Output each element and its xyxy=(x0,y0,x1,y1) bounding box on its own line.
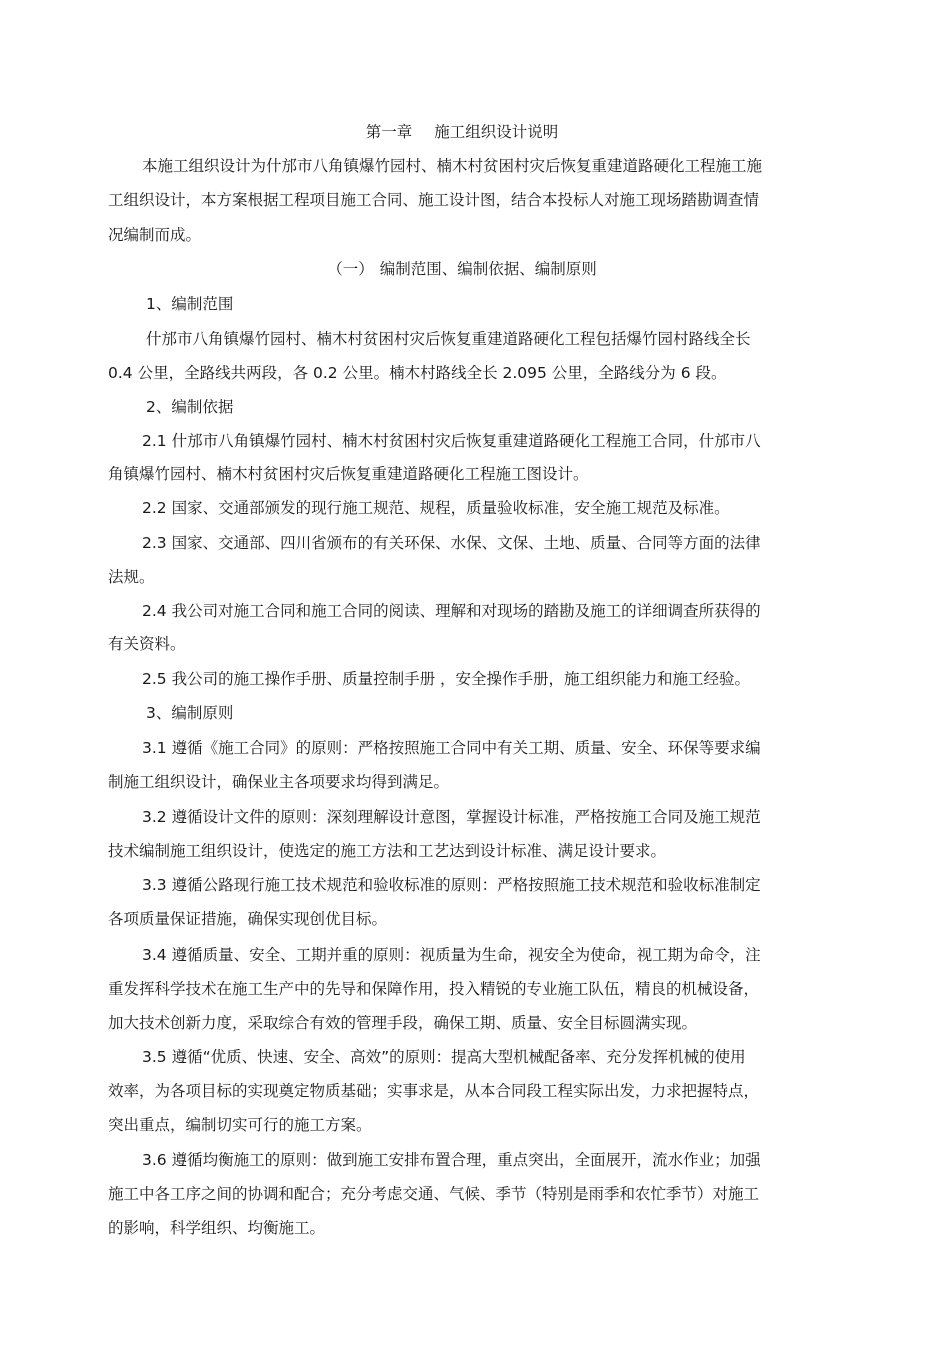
principle-item-line: 3.5 遵循“优质、快速、安全、高效”的原则：提高大型机械配备率、充分发挥机械的使用 xyxy=(142,1048,746,1066)
scope-line: 0.4 公里，全路线共两段，各 0.2 公里。楠木村路线全长 2.095 公里，全路线分为 6 段。 xyxy=(108,364,727,382)
principle-item-line: 施工中各工序之间的协调和配合；充分考虑交通、气候、季节（特别是雨季和农忙季节）对施工 xyxy=(108,1185,760,1203)
principle-item-line: 技术编制施工组织设计，使选定的施工方法和工艺达到设计标准、满足设计要求。 xyxy=(108,842,667,860)
principle-item-line: 3.3 遵循公路现行施工技术规范和验收标准的原则：严格按照施工技术规范和验收标准制定 xyxy=(142,876,761,894)
chapter-heading: 施工组织设计说明 xyxy=(434,123,559,141)
principle-item-line: 加大技术创新力度，采取综合有效的管理手段，确保工期、质量、安全目标圆满实现。 xyxy=(108,1014,698,1032)
intro-line: 工组织设计，本方案根据工程项目施工合同、施工设计图，结合本投标人对施工现场踏勘调查情 xyxy=(108,191,760,209)
basis-item-line: 法规。 xyxy=(108,568,155,586)
scope-heading: 1、编制范围 xyxy=(146,295,234,313)
basis-item-line: 角镇爆竹园村、楠木村贫困村灾后恢复重建道路硬化工程施工图设计。 xyxy=(108,465,589,483)
basis-item-line: 2.2 国家、交通部颁发的现行施工规范、规程，质量验收标准，安全施工规范及标准。 xyxy=(142,499,730,517)
principle-item-line: 制施工组织设计，确保业主各项要求均得到满足。 xyxy=(108,773,450,791)
basis-item-line: 2.1 什邡市八角镇爆竹园村、楠木村贫困村灾后恢复重建道路硬化工程施工合同，什邡市八 xyxy=(142,432,761,450)
principle-item-line: 效率，为各项目标的实现奠定物质基础；实事求是，从本合同段工程实际出发，力求把握特点， xyxy=(108,1082,760,1100)
section-heading: 编制范围、编制依据、编制原则 xyxy=(379,260,597,278)
basis-item-line: 2.5 我公司的施工操作手册、质量控制手册 ，安全操作手册，施工组织能力和施工经验。 xyxy=(142,670,751,688)
section-title xyxy=(108,258,816,280)
principle-item-line: 各项质量保证措施，确保实现创优目标。 xyxy=(108,910,388,928)
chapter-title xyxy=(108,121,816,143)
principle-item-line: 3.6 遵循均衡施工的原则：做到施工安排布置合理，重点突出，全面展开，流水作业；加强 xyxy=(142,1151,761,1169)
basis-item-line: 有关资料。 xyxy=(108,635,186,653)
principle-item-line: 的影响，科学组织、均衡施工。 xyxy=(108,1219,326,1237)
principle-item-line: 3.4 遵循质量、安全、工期并重的原则：视质量为生命，视安全为使命，视工期为命令，注 xyxy=(142,946,761,964)
intro-line: 况编制而成。 xyxy=(108,226,202,244)
basis-heading: 2、编制依据 xyxy=(146,398,234,416)
section-number: （一） xyxy=(327,260,374,278)
principle-item-line: 3.1 遵循《施工合同》的原则：严格按照施工合同中有关工期、质量、安全、环保等要求编 xyxy=(142,739,761,757)
intro-line: 本施工组织设计为什邡市八角镇爆竹园村、楠木村贫困村灾后恢复重建道路硬化工程施工施 xyxy=(142,157,763,175)
principle-item-line: 重发挥科学技术在施工生产中的先导和保障作用，投入精锐的专业施工队伍，精良的机械设备， xyxy=(108,980,760,998)
principle-item-line: 突出重点，编制切实可行的施工方案。 xyxy=(108,1116,372,1134)
principle-item-line: 3.2 遵循设计文件的原则：深刻理解设计意图，掌握设计标准，严格按施工合同及施工规范 xyxy=(142,808,761,826)
principles-heading: 3、编制原则 xyxy=(146,704,234,722)
scope-line: 什邡市八角镇爆竹园村、楠木村贫困村灾后恢复重建道路硬化工程包括爆竹园村路线全长 xyxy=(146,330,751,348)
basis-item-line: 2.3 国家、交通部、四川省颁布的有关环保、水保、文保、土地、质量、合同等方面的法律 xyxy=(142,534,761,552)
basis-item-line: 2.4 我公司对施工合同和施工合同的阅读、理解和对现场的踏勘及施工的详细调查所获得的 xyxy=(142,602,761,620)
chapter-number: 第一章 xyxy=(365,123,413,141)
